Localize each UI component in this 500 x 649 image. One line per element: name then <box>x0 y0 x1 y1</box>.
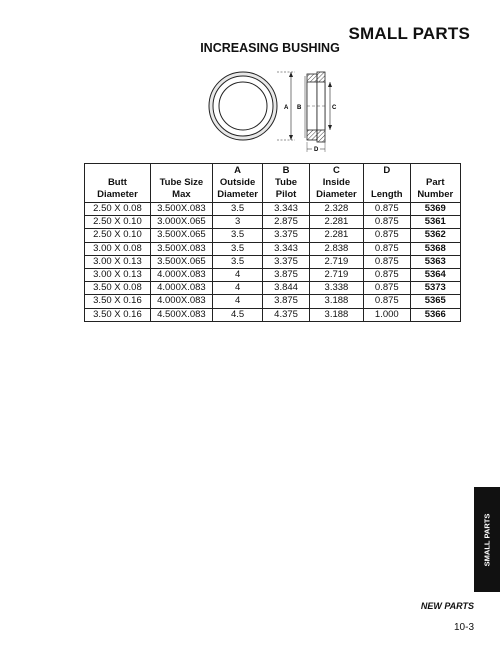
table-cell: 3.500X.065 <box>150 229 212 242</box>
bushing-front-view <box>209 72 277 140</box>
part-number-cell: 5368 <box>410 242 460 255</box>
table-cell: 4 <box>212 295 262 308</box>
table-row <box>85 255 461 268</box>
table-cell: 2.281 <box>309 229 363 242</box>
table-cell: 3.000X.065 <box>150 216 212 229</box>
part-number-cell: 5365 <box>410 295 460 308</box>
table-cell: 0.875 <box>364 229 411 242</box>
table-cell: 3.50 X 0.16 <box>85 295 151 308</box>
table-body <box>85 203 461 322</box>
table-row <box>85 282 461 295</box>
table-row <box>85 268 461 281</box>
table-cell: 3.50 X 0.08 <box>85 282 151 295</box>
table-cell: 1.000 <box>364 308 411 321</box>
column-letter <box>410 164 460 177</box>
table-cell: 4.000X.083 <box>150 268 212 281</box>
column-letter: C <box>309 164 363 177</box>
new-parts-label: NEW PARTS <box>420 601 474 611</box>
column-letter: B <box>263 164 310 177</box>
part-number-cell: 5373 <box>410 282 460 295</box>
table-cell: 3.875 <box>263 295 310 308</box>
page-number: 10-3 <box>453 622 474 633</box>
table-cell: 3.00 X 0.13 <box>85 268 151 281</box>
side-tab-small-parts[interactable] <box>474 487 500 592</box>
table-cell: 3.338 <box>309 282 363 295</box>
increasing-bushing-drawing <box>205 68 355 156</box>
parts-table <box>84 163 461 322</box>
table-row <box>85 216 461 229</box>
column-letter: A <box>212 164 262 177</box>
table-row <box>85 229 461 242</box>
column-header: Tube Size Max <box>150 176 212 203</box>
table-cell: 3.188 <box>309 295 363 308</box>
table-row <box>85 242 461 255</box>
table-cell: 4.000X.083 <box>150 282 212 295</box>
table-cell: 2.50 X 0.08 <box>85 203 151 216</box>
product-title: INCREASING BUSHING <box>200 41 340 55</box>
table-cell: 0.875 <box>364 268 411 281</box>
column-header: Inside Diameter <box>309 176 363 203</box>
table-cell: 0.875 <box>364 203 411 216</box>
table-cell: 3.00 X 0.08 <box>85 242 151 255</box>
table-row <box>85 308 461 321</box>
column-header: Length <box>364 176 411 203</box>
table-cell: 3.50 X 0.16 <box>85 308 151 321</box>
column-letter: D <box>364 164 411 177</box>
part-number-cell: 5362 <box>410 229 460 242</box>
table-cell: 3.844 <box>263 282 310 295</box>
table-cell: 2.875 <box>263 216 310 229</box>
column-header: Part Number <box>410 176 460 203</box>
table-row <box>85 203 461 216</box>
table-cell: 3.5 <box>212 229 262 242</box>
table-cell: 3.343 <box>263 203 310 216</box>
table-header-name-row <box>85 176 461 203</box>
table-cell: 2.719 <box>309 255 363 268</box>
table-header-letter-row <box>85 164 461 177</box>
part-number-cell: 5369 <box>410 203 460 216</box>
column-header: Butt Diameter <box>85 176 151 203</box>
column-letter <box>150 164 212 177</box>
section-title: SMALL PARTS <box>348 24 470 43</box>
column-header: Outside Diameter <box>212 176 262 203</box>
table-cell: 3.00 X 0.13 <box>85 255 151 268</box>
table-cell: 2.281 <box>309 216 363 229</box>
table-cell: 0.875 <box>364 255 411 268</box>
table-cell: 4 <box>212 282 262 295</box>
table-cell: 0.875 <box>364 295 411 308</box>
table-cell: 0.875 <box>364 216 411 229</box>
table-cell: 2.50 X 0.10 <box>85 216 151 229</box>
table-cell: 4.375 <box>263 308 310 321</box>
part-number-cell: 5363 <box>410 255 460 268</box>
part-number-cell: 5364 <box>410 268 460 281</box>
dimension-label-b: B <box>297 105 302 111</box>
table-cell: 0.875 <box>364 242 411 255</box>
table-cell: 0.875 <box>364 282 411 295</box>
table-cell: 3.343 <box>263 242 310 255</box>
table-cell: 3.500X.083 <box>150 203 212 216</box>
table-cell: 3.5 <box>212 255 262 268</box>
side-tab-label: SMALL PARTS <box>482 513 492 566</box>
table-cell: 2.838 <box>309 242 363 255</box>
dimension-label-d: D <box>314 147 319 153</box>
table-cell: 3.375 <box>263 255 310 268</box>
table-cell: 2.719 <box>309 268 363 281</box>
table-cell: 3.875 <box>263 268 310 281</box>
part-number-cell: 5361 <box>410 216 460 229</box>
table-cell: 4 <box>212 268 262 281</box>
table-cell: 2.328 <box>309 203 363 216</box>
table-cell: 3.5 <box>212 242 262 255</box>
table-cell: 4.500X.083 <box>150 308 212 321</box>
table-cell: 3.500X.065 <box>150 255 212 268</box>
table-cell: 4.5 <box>212 308 262 321</box>
table-cell: 3.375 <box>263 229 310 242</box>
table-row <box>85 295 461 308</box>
bushing-side-section-view <box>307 72 327 142</box>
part-number-cell: 5366 <box>410 308 460 321</box>
table-cell: 3.188 <box>309 308 363 321</box>
dimension-label-c: C <box>332 105 337 111</box>
table-cell: 4.000X.083 <box>150 295 212 308</box>
column-header: Tube Pilot <box>263 176 310 203</box>
table-cell: 3 <box>212 216 262 229</box>
table-cell: 2.50 X 0.10 <box>85 229 151 242</box>
table-cell: 3.5 <box>212 203 262 216</box>
dimension-label-a: A <box>284 105 289 111</box>
column-letter <box>85 164 151 177</box>
table-cell: 3.500X.083 <box>150 242 212 255</box>
